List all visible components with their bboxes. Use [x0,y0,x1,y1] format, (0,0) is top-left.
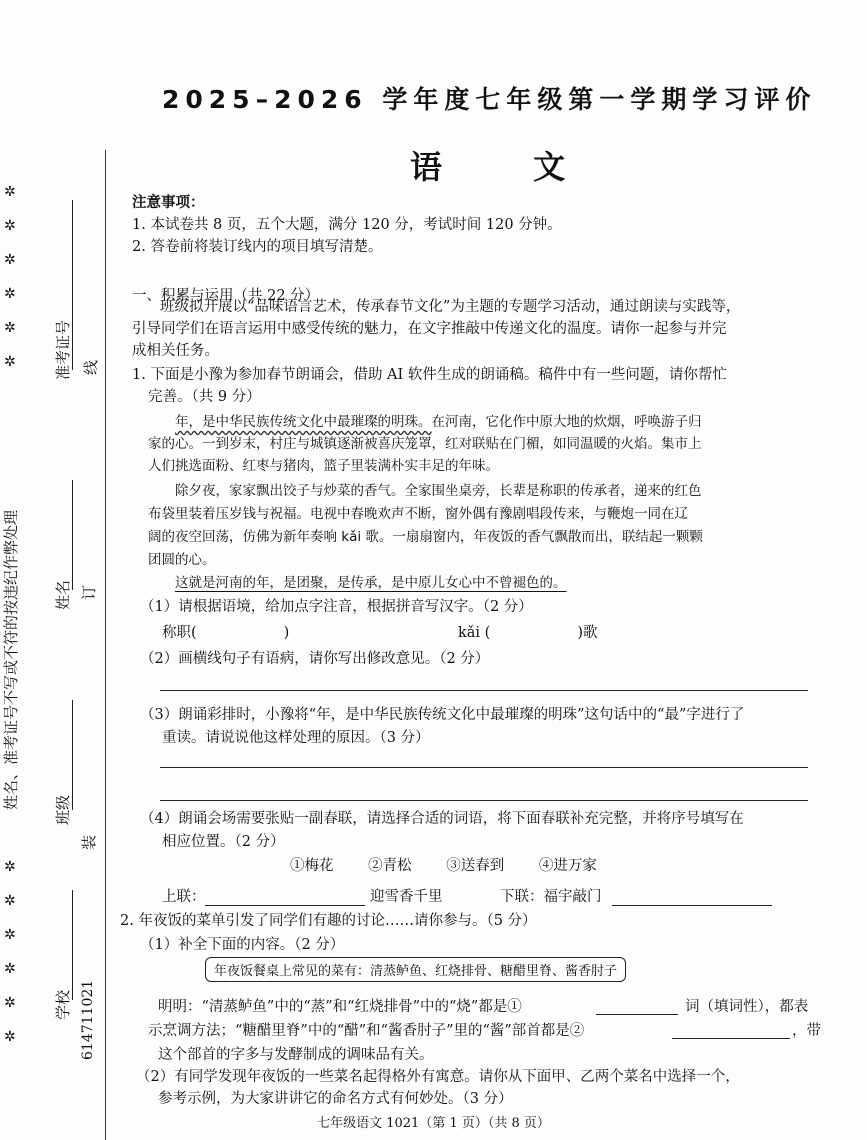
notes-item-1: 1. 本试卷共 8 页，五个大题，满分 120 分，考试时间 120 分钟。 [132,217,562,233]
passage-wavy-sentence: 年，是中华民族传统文化中最璀璨的明珠。 [175,414,432,430]
class-label: 班级 [54,794,72,825]
section-1-intro-line-1: 班级拟开展以“品味语言艺术，传承春节文化”为主题的专题学习活动，通过朗读与实践等， [160,299,741,315]
section-1-intro-line-3: 成相关任务。 [132,343,219,359]
menu-box: 年夜饭餐桌上常见的菜有：清蒸鲈鱼、红烧排骨、糖醋里脊、酱香肘子 [205,957,626,982]
passage-line-2: 家的心。一到岁末，村庄与城镇逐渐被喜庆笼罩，红对联贴在门楣，如同温暖的火焰。集市上 [148,436,702,452]
q1-4-options [290,855,627,877]
paper-code: 614711021 [80,979,96,1060]
exam-id-line[interactable] [72,200,73,370]
q1-1-answer-a[interactable]: 称职( ) [162,625,290,641]
option-1: ①梅花 [290,858,334,874]
q1-3-prompt-line-2: 重读。请说说他这样处理的原因。（3 分） [162,730,430,746]
couplet-upper-blank[interactable] [205,905,365,906]
notes-item-2: 2. 答卷前将装订线内的项目填写清楚。 [132,239,383,255]
q1-prompt-line-2: 完善。（共 9 分） [148,389,261,405]
q2-1-line-2b: ，带 [792,1023,821,1039]
star-column-top: ✲ ✲ ✲ ✲ ✲ ✲ [4,184,16,370]
subject-title: 语 文 [410,148,606,186]
q2-1-line-2a: 示烹调方法；“糖醋里脊”中的“醋”和“酱香肘子”里的“酱”部首都是② [148,1023,585,1039]
q2-1-blank-2[interactable] [672,1038,790,1039]
q2-1-prompt: （1）补全下面的内容。（2 分） [140,937,345,953]
q1-2-prompt: （2）画横线句子有语病，请你写出修改意见。（2 分） [140,651,490,667]
school-label: 学校 [54,989,72,1020]
bind-label-ding: 订 [80,584,98,600]
cheating-warning: 姓名、准考证号不写或不符的按违纪作弊处理 [2,509,20,810]
q1-2-answer-line[interactable] [160,690,808,691]
couplet-lower-label: 下联：福宇敲门 [500,889,602,905]
q1-1-answer-b[interactable]: kǎi ( )歌 [458,625,598,641]
q2-1-blank-1[interactable] [596,1014,678,1015]
exam-title: 2025–2026 学年度七年级第一学期学习评价 [162,85,817,114]
bind-label-zhuang: 装 [80,834,98,850]
passage-line-6: 阔的夜空回荡，仿佛为新年奏响 kǎi 歌。一扇扇窗内，年夜饭的香气飘散而出，联结起一颗颗 [148,529,703,545]
option-3: ③送春到 [446,858,505,874]
q1-4-prompt-line-1: （4）朗诵会场需要张贴一副春联，请选择合适的词语，将下面春联补充完整，并将序号填写在 [140,811,744,827]
notes-heading: 注意事项： [132,194,205,211]
q1-3-answer-line-1[interactable] [160,767,808,768]
name-label: 姓名 [54,579,72,610]
passage-line-3: 人们挑选面粉、红枣与猪肉，篮子里装满朴实丰足的年味。 [148,458,499,474]
passage-line-7: 团圆的心。 [148,552,216,568]
passage-line-1 [175,411,702,433]
section-1-heading: 一、积累与运用（共 22 分） [132,288,320,304]
school-line[interactable] [72,890,73,1000]
class-line[interactable] [72,700,73,810]
option-4: ④进万家 [538,858,597,874]
q1-3-answer-line-2[interactable] [160,800,808,801]
couplet-lower-blank[interactable] [612,905,772,906]
q2-prompt: 2. 年夜饭的菜单引发了同学们有趣的讨论……请你参与。（5 分） [120,913,537,929]
q2-2-prompt-line-1: （2）有同学发现年夜饭的一些菜名起得格外有寓意。请你从下面甲、乙两个菜名中选择一个， [136,1069,740,1085]
passage-line-1-rest: 在河南，它化作中原大地的炊烟，呼唤游子归 [431,414,702,430]
binding-line [105,150,106,1140]
bind-label-xian: 线 [82,359,100,375]
q1-4-prompt-line-2: 相应位置。（2 分） [162,834,285,850]
q1-3-prompt-line-1: （3）朗诵彩排时，小豫将“年，是中华民族传统文化中最璀璨的明珠”这句话中的“最”字进行了 [140,707,745,723]
q2-1-line-1a: 明明：“清蒸鲈鱼”中的“蒸”和“红烧排骨”中的“烧”都是① [158,999,522,1015]
section-1-intro-line-2: 引导同学们在语言运用中感受传统的魅力，在文字推敲中传递文化的温度。请你一起参与并完 [132,321,727,337]
exam-id-label: 准考证号 [54,319,72,380]
q2-1-line-3: 这个部首的字多与发酵制成的调味品有关。 [158,1047,434,1063]
passage-line-4: 除夕夜，家家飘出饺子与炒菜的香气。全家围坐桌旁，长辈是称职的传承者，递来的红色 [175,483,702,499]
binding-gutter [0,60,120,1120]
name-line[interactable] [72,480,73,590]
q1-prompt-line-1: 1. 下面是小豫为参加春节朗诵会，借助 AI 软件生成的朗诵稿。稿件中有一些问题，请你帮忙 [132,367,727,383]
q2-2-prompt-line-2: 参考示例，为大家讲讲它的命名方式有何妙处。（3 分） [158,1091,513,1107]
star-column-bottom: ✲ ✲ ✲ ✲ ✲ ✲ [4,859,16,1045]
passage-line-8-underlined: 这就是河南的年，是团聚，是传承，是中原儿女心中不曾褪色的。 [175,575,567,591]
page-footer: 七年级语文 1021（第 1 页）（共 8 页） [317,1116,550,1131]
passage-line-5: 布袋里装着压岁钱与祝福。电视中春晚欢声不断，窗外偶有豫剧唱段传来，与鞭炮一同在辽 [148,506,688,522]
q1-1-prompt: （1）请根据语境，给加点字注音，根据拼音写汉字。（2 分） [140,599,533,615]
couplet-upper-label: 上联： [162,889,206,905]
option-2: ②青松 [368,858,412,874]
couplet-upper-tail: 迎雪香千里 [370,889,443,905]
q2-1-line-1b: 词（填词性），都表 [685,999,809,1015]
